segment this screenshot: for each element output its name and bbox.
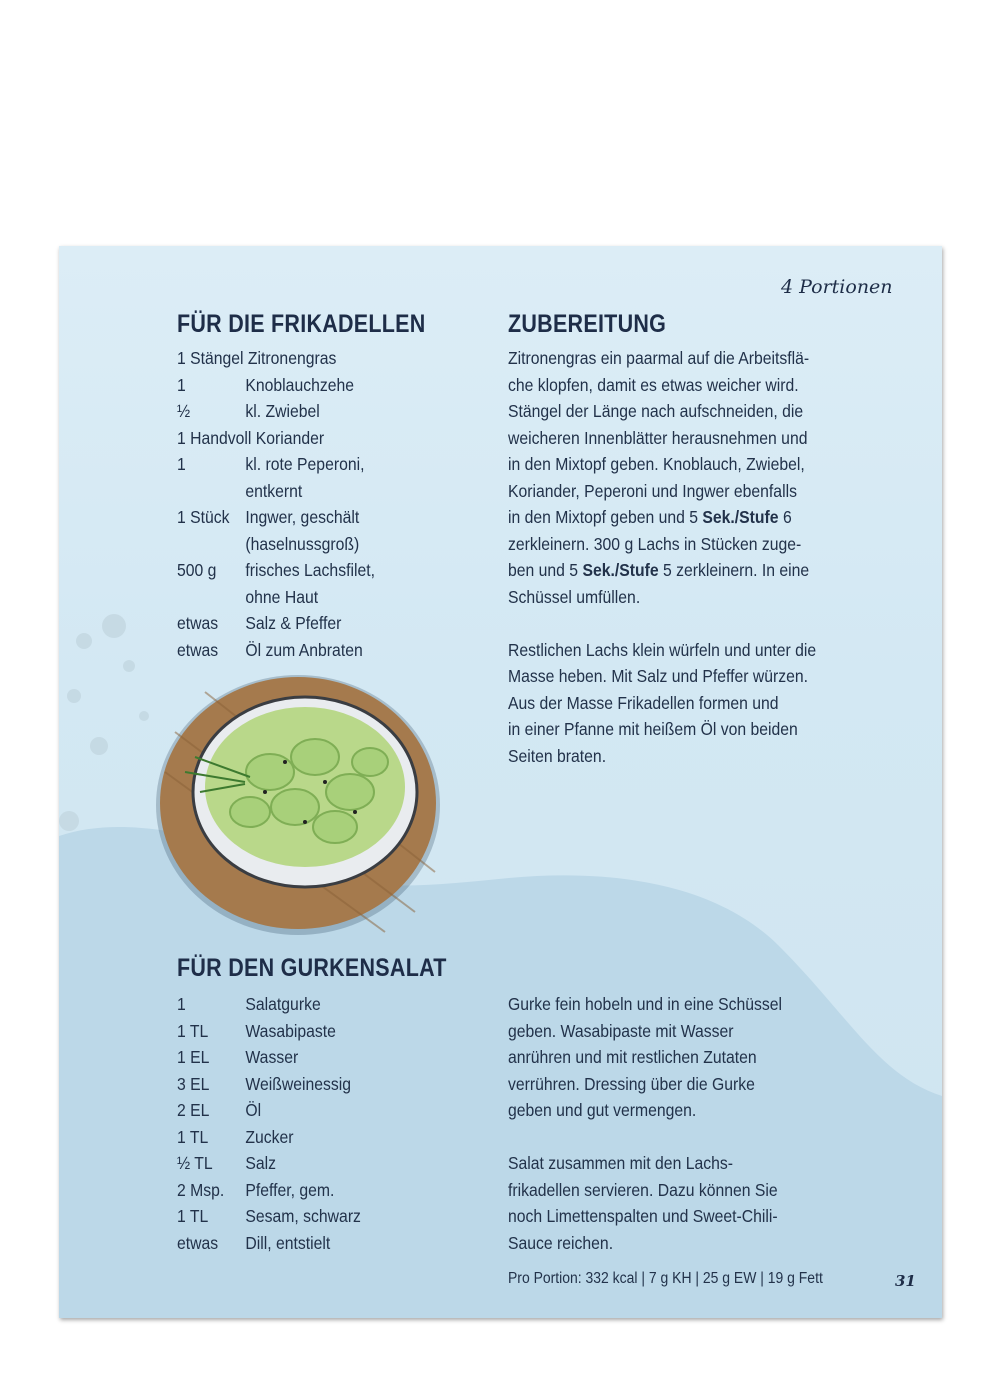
section-title-zubereitung: ZUBEREITUNG xyxy=(508,310,667,338)
instructions-frikadellen xyxy=(508,345,850,769)
ingredient-name: Salz & Pfeffer xyxy=(245,613,342,633)
instruction-text: ben und 5 xyxy=(508,560,583,580)
ingredient-name: Knoblauchzehe xyxy=(245,374,354,395)
instruction-text: geben. Wasabipaste mit Wasser xyxy=(508,1020,734,1041)
instruction-line xyxy=(508,716,816,743)
instruction-text: Masse heben. Mit Salz und Pfeffer würzen. xyxy=(508,666,808,686)
instructions-gurkensalat xyxy=(508,991,813,1256)
instruction-line xyxy=(508,372,816,399)
ingredient-amount: 1 Stängel Zitronengras xyxy=(177,348,337,368)
ingredient-amount: ½ xyxy=(177,401,191,421)
ingredient-amount: 500 g xyxy=(177,560,217,580)
ingredient-amount: 1 EL xyxy=(177,1047,210,1067)
ingredient-name: Ingwer, geschält xyxy=(245,507,360,527)
instruction-text: Seiten braten. xyxy=(508,745,607,766)
instruction-line xyxy=(508,584,816,611)
instruction-line xyxy=(508,451,816,478)
instruction-line xyxy=(508,690,816,717)
ingredient-amount: 1 Stück xyxy=(177,507,230,527)
instruction-text: verrühren. Dressing über die Gurke xyxy=(508,1073,755,1094)
instruction-line xyxy=(508,610,816,637)
ingredient-amount: etwas xyxy=(177,1232,219,1253)
instruction-setting: Sek./Stufe xyxy=(702,507,779,527)
instruction-text: Restlichen Lachs klein würfeln und unter die xyxy=(508,639,817,660)
ingredient-name: Dill, entstielt xyxy=(245,1232,331,1253)
instruction-line xyxy=(508,663,816,690)
ingredient-amount: 1 TL xyxy=(177,1126,209,1147)
instruction-text: frikadellen servieren. Dazu können Sie xyxy=(508,1179,778,1200)
instruction-line xyxy=(508,991,782,1018)
instruction-line xyxy=(508,531,816,558)
ingredient-amount: ½ TL xyxy=(177,1153,213,1173)
recipe-page xyxy=(59,246,942,1318)
instruction-text: Aus der Masse Frikadellen formen und xyxy=(508,692,779,713)
instruction-line xyxy=(508,1230,782,1257)
instruction-line xyxy=(508,1044,782,1071)
instruction-text: Sauce reichen. xyxy=(508,1232,614,1253)
instruction-text: 5 zerkleinern. In eine xyxy=(658,560,810,580)
instruction-text: 6 xyxy=(778,507,792,527)
instruction-line xyxy=(508,398,816,425)
instruction-text: Gurke fein hobeln und in eine Schüssel xyxy=(508,994,783,1014)
ingredient-name: kl. rote Peperoni, xyxy=(245,454,365,474)
instruction-text: in den Mixtopf geben und 5 xyxy=(508,507,703,527)
ingredient-name: kl. Zwiebel xyxy=(245,401,320,421)
ingredient-amount: 1 xyxy=(177,994,186,1014)
ingredient-amount: 1 xyxy=(177,454,186,474)
instruction-line xyxy=(508,743,816,770)
instruction-line xyxy=(508,1124,782,1151)
ingredient-name: entkernt xyxy=(245,480,303,501)
ingredient-name: Weißweinessig xyxy=(245,1073,352,1094)
ingredient-name: Wasser xyxy=(245,1047,299,1067)
ingredient-amount: 1 TL xyxy=(177,1206,209,1226)
instruction-text: in den Mixtopf geben. Knoblauch, Zwiebel, xyxy=(508,454,805,474)
cucumber-salad-photo xyxy=(155,672,445,937)
ingredient-amount: 1 Handvoll Koriander xyxy=(177,427,325,448)
ingredient-name: Öl xyxy=(245,1100,262,1120)
instruction-line xyxy=(508,1177,782,1204)
page-number: 31 xyxy=(895,1272,916,1290)
ingredient-name: Wasabipaste xyxy=(245,1020,336,1041)
instruction-line xyxy=(508,557,816,584)
ingredient-name: Salatgurke xyxy=(245,994,321,1014)
instruction-line xyxy=(508,478,816,505)
instruction-text: weicheren Innenblätter herausnehmen und xyxy=(508,427,808,448)
ingredient-amount: 2 Msp. xyxy=(177,1179,225,1200)
instruction-line xyxy=(508,1203,782,1230)
portions-label: 4 Portionen xyxy=(781,276,893,298)
instruction-text: Zitronengras ein paarmal auf die Arbeitsflä- xyxy=(508,348,810,368)
instruction-text: zerkleinern. 300 g Lachs in Stücken zuge- xyxy=(508,533,802,554)
instruction-text: geben und gut vermengen. xyxy=(508,1100,697,1120)
instruction-line xyxy=(508,1150,782,1177)
instruction-line xyxy=(508,504,816,531)
instruction-text: Schüssel umfüllen. xyxy=(508,586,641,607)
ingredient-amount: 2 EL xyxy=(177,1100,210,1120)
ingredient-amount: etwas xyxy=(177,639,219,660)
instruction-line xyxy=(508,345,816,372)
instruction-line xyxy=(508,637,816,664)
ingredient-name: Pfeffer, gem. xyxy=(245,1179,335,1200)
ingredient-name: Sesam, schwarz xyxy=(245,1206,361,1226)
ingredient-amount: 3 EL xyxy=(177,1073,210,1094)
instruction-text: che klopfen, damit es etwas weicher wird. xyxy=(508,374,799,395)
ingredient-name: frisches Lachsfilet, xyxy=(245,560,375,580)
section-title-gurkensalat: FÜR DEN GURKENSALAT xyxy=(177,954,447,982)
ingredient-name: Salz xyxy=(245,1153,277,1173)
nutrition-info: Pro Portion: 332 kcal | 7 g KH | 25 g EW | 19 g Fett xyxy=(508,1270,823,1287)
instruction-text: in einer Pfanne mit heißem Öl von beiden xyxy=(508,719,798,739)
instruction-line xyxy=(508,1018,782,1045)
instruction-text: Koriander, Peperoni und Ingwer ebenfalls xyxy=(508,480,797,501)
instruction-text: Stängel der Länge nach aufschneiden, die xyxy=(508,401,804,421)
instruction-text: Salat zusammen mit den Lachs- xyxy=(508,1153,733,1173)
instruction-text: anrühren und mit restlichen Zutaten xyxy=(508,1047,757,1067)
ingredient-name: (haselnussgroß) xyxy=(245,533,360,554)
ingredient-name: Zucker xyxy=(245,1126,294,1147)
section-title-frikadellen: FÜR DIE FRIKADELLEN xyxy=(177,310,426,338)
instruction-line xyxy=(508,1097,782,1124)
instruction-setting: Sek./Stufe xyxy=(582,560,659,580)
instruction-line xyxy=(508,425,816,452)
ingredient-amount: etwas xyxy=(177,613,219,633)
instruction-line xyxy=(508,1071,782,1098)
ingredient-name: ohne Haut xyxy=(245,586,319,607)
ingredient-amount: 1 TL xyxy=(177,1020,209,1041)
instruction-text: noch Limettenspalten und Sweet-Chili- xyxy=(508,1206,778,1226)
ingredient-amount: 1 xyxy=(177,374,186,395)
ingredient-name: Öl zum Anbraten xyxy=(245,639,363,660)
